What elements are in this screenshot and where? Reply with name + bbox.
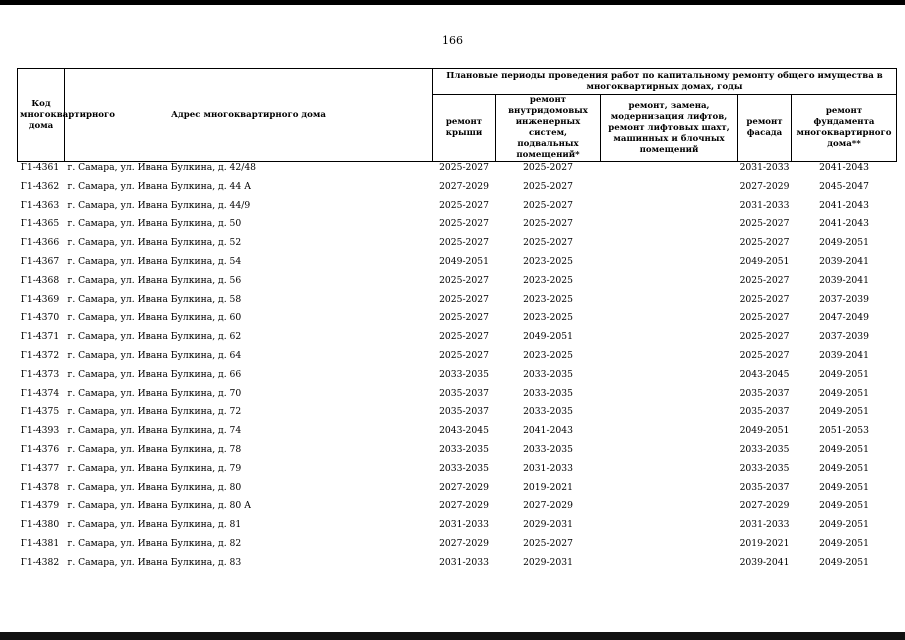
cell-lifts [601, 200, 738, 219]
cell-systems: 2023-2025 [523, 255, 573, 267]
cell-systems: 2033-2035 [523, 443, 573, 455]
header-systems: ремонт внутридомовых инженерных систем, подвальных помещений* [496, 95, 601, 162]
table-row [18, 406, 897, 425]
cell-roof: 2031-2033 [439, 556, 489, 568]
cell-address: г. Самара, ул. Ивана Булкина, д. 60 [67, 312, 242, 324]
table-header [18, 69, 897, 162]
cell-address: г. Самара, ул. Ивана Булкина, д. 81 [67, 519, 242, 531]
table-row [18, 181, 897, 200]
cell-foundation: 2049-2051 [819, 462, 869, 474]
cell-lifts [601, 256, 738, 275]
cell-foundation: 2049-2051 [819, 406, 869, 418]
cell-lifts [601, 218, 738, 237]
cell-lifts [601, 519, 738, 538]
cell-lifts [601, 444, 738, 463]
cell-systems: 2029-2031 [523, 519, 573, 531]
header-code: Код многоквартирного дома [18, 69, 65, 162]
bottom-border-rule [0, 632, 905, 640]
header-periods-group: Плановые периоды проведения работ по капитальному ремонту общего имущества в многоквартирных домах, годы [433, 69, 897, 95]
table-row [18, 331, 897, 350]
header-roof: ремонт крыши [433, 95, 496, 162]
cell-foundation: 2041-2043 [819, 199, 869, 211]
cell-lifts [601, 425, 738, 444]
cell-code: Г1-4363 [20, 199, 60, 211]
cell-code: Г1-4380 [20, 519, 60, 531]
cell-systems: 2025-2027 [523, 162, 573, 173]
cell-address: г. Самара, ул. Ивана Булкина, д. 79 [67, 462, 242, 474]
cell-systems: 2025-2027 [523, 199, 573, 211]
cell-facade: 2019-2021 [739, 537, 790, 549]
cell-facade: 2025-2027 [739, 312, 790, 324]
cell-code: Г1-4379 [20, 500, 60, 512]
cell-lifts [601, 406, 738, 425]
cell-address: г. Самара, ул. Ивана Булкина, д. 66 [67, 368, 242, 380]
cell-systems: 2041-2043 [523, 425, 573, 437]
cell-roof: 2027-2029 [439, 500, 489, 512]
cell-facade: 2035-2037 [739, 387, 790, 399]
cell-roof: 2025-2027 [439, 218, 489, 230]
cell-lifts [601, 369, 738, 388]
cell-facade: 2039-2041 [739, 556, 790, 568]
cell-roof: 2025-2027 [439, 274, 489, 286]
cell-roof: 2027-2029 [439, 537, 489, 549]
cell-systems: 2033-2035 [523, 368, 573, 380]
cell-roof: 2027-2029 [439, 481, 489, 493]
table-row [18, 275, 897, 294]
cell-systems: 2023-2025 [523, 293, 573, 305]
cell-lifts [601, 482, 738, 501]
cell-code: Г1-4372 [20, 349, 60, 361]
table-row [18, 256, 897, 275]
cell-roof: 2025-2027 [439, 312, 489, 324]
cell-address: г. Самара, ул. Ивана Булкина, д. 62 [67, 331, 242, 343]
cell-systems: 2031-2033 [523, 462, 573, 474]
cell-systems: 2027-2029 [523, 500, 573, 512]
cell-systems: 2025-2027 [523, 180, 573, 192]
cell-code: Г1-4382 [20, 556, 60, 568]
cell-address: г. Самара, ул. Ивана Булкина, д. 50 [67, 218, 242, 230]
cell-roof: 2033-2035 [439, 462, 489, 474]
table-row [18, 388, 897, 407]
cell-code: Г1-4373 [20, 368, 60, 380]
cell-facade: 2025-2027 [739, 331, 790, 343]
cell-address: г. Самара, ул. Ивана Булкина, д. 74 [67, 425, 242, 437]
cell-roof: 2035-2037 [439, 387, 489, 399]
cell-foundation: 2039-2041 [819, 255, 869, 267]
table-row [18, 369, 897, 388]
cell-address: г. Самара, ул. Ивана Булкина, д. 64 [67, 349, 242, 361]
table-row [18, 519, 897, 538]
cell-address: г. Самара, ул. Ивана Булкина, д. 82 [67, 537, 242, 549]
cell-facade: 2031-2033 [739, 162, 790, 173]
cell-facade: 2035-2037 [739, 406, 790, 418]
cell-systems: 2023-2025 [523, 274, 573, 286]
table-row [18, 463, 897, 482]
cell-foundation: 2049-2051 [819, 556, 869, 568]
header-lifts: ремонт, замена, модернизация лифтов, ремонт лифтовых шахт, машинных и блочных помещений [601, 95, 738, 162]
table-row [18, 482, 897, 501]
cell-foundation: 2039-2041 [819, 349, 869, 361]
table-row [18, 237, 897, 256]
cell-foundation: 2039-2041 [819, 274, 869, 286]
cell-roof: 2025-2027 [439, 293, 489, 305]
cell-facade: 2043-2045 [739, 368, 790, 380]
cell-code: Г1-4393 [20, 425, 60, 437]
cell-lifts [601, 162, 738, 181]
cell-facade: 2025-2027 [739, 218, 790, 230]
cell-lifts [601, 181, 738, 200]
cell-roof: 2033-2035 [439, 368, 489, 380]
cell-lifts [601, 463, 738, 482]
cell-code: Г1-4381 [20, 537, 60, 549]
cell-lifts [601, 350, 738, 369]
cell-roof: 2025-2027 [439, 199, 489, 211]
cell-code: Г1-4367 [20, 255, 60, 267]
cell-code: Г1-4378 [20, 481, 60, 493]
table-row [18, 425, 897, 444]
cell-roof: 2025-2027 [439, 162, 489, 173]
cell-foundation: 2037-2039 [819, 293, 869, 305]
cell-address: г. Самара, ул. Ивана Булкина, д. 44 А [67, 180, 252, 192]
table-row [18, 557, 897, 576]
table-row [18, 500, 897, 519]
top-border-rule [0, 0, 905, 5]
cell-lifts [601, 275, 738, 294]
table-row [18, 218, 897, 237]
table-row [18, 444, 897, 463]
cell-address: г. Самара, ул. Ивана Булкина, д. 78 [67, 443, 242, 455]
table-body [18, 162, 897, 576]
cell-lifts [601, 538, 738, 557]
table-row [18, 294, 897, 313]
cell-facade: 2049-2051 [739, 255, 790, 267]
table-row [18, 200, 897, 219]
cell-lifts [601, 312, 738, 331]
cell-systems: 2023-2025 [523, 349, 573, 361]
cell-address: г. Самара, ул. Ивана Булкина, д. 80 [67, 481, 242, 493]
cell-roof: 2049-2051 [439, 255, 489, 267]
header-foundation: ремонт фундамента многоквартирного дома** [792, 95, 897, 162]
cell-foundation: 2049-2051 [819, 443, 869, 455]
cell-systems: 2025-2027 [523, 218, 573, 230]
cell-foundation: 2037-2039 [819, 331, 869, 343]
cell-roof: 2031-2033 [439, 519, 489, 531]
cell-address: г. Самара, ул. Ивана Булкина, д. 58 [67, 293, 242, 305]
header-facade: ремонт фасада [738, 95, 792, 162]
cell-lifts [601, 331, 738, 350]
cell-roof: 2025-2027 [439, 237, 489, 249]
cell-roof: 2043-2045 [439, 425, 489, 437]
cell-systems: 2033-2035 [523, 406, 573, 418]
cell-facade: 2049-2051 [739, 425, 790, 437]
cell-systems: 2049-2051 [523, 331, 573, 343]
cell-roof: 2027-2029 [439, 180, 489, 192]
cell-foundation: 2049-2051 [819, 481, 869, 493]
cell-facade: 2033-2035 [739, 462, 790, 474]
cell-address: г. Самара, ул. Ивана Булкина, д. 44/9 [67, 199, 251, 211]
cell-code: Г1-4368 [20, 274, 60, 286]
cell-address: г. Самара, ул. Ивана Булкина, д. 42/48 [67, 162, 257, 173]
cell-code: Г1-4361 [20, 162, 60, 173]
cell-code: Г1-4377 [20, 462, 60, 474]
cell-address: г. Самара, ул. Ивана Булкина, д. 56 [67, 274, 242, 286]
cell-facade: 2035-2037 [739, 481, 790, 493]
cell-foundation: 2051-2053 [819, 425, 869, 437]
cell-foundation: 2049-2051 [819, 537, 869, 549]
cell-facade: 2027-2029 [739, 180, 790, 192]
cell-facade: 2031-2033 [739, 199, 790, 211]
cell-lifts [601, 294, 738, 313]
cell-systems: 2033-2035 [523, 387, 573, 399]
cell-facade: 2025-2027 [739, 293, 790, 305]
cell-systems: 2025-2027 [523, 237, 573, 249]
cell-code: Г1-4370 [20, 312, 60, 324]
cell-code: Г1-4362 [20, 180, 60, 192]
table-row [18, 312, 897, 331]
cell-foundation: 2041-2043 [819, 218, 869, 230]
cell-address: г. Самара, ул. Ивана Булкина, д. 72 [67, 406, 242, 418]
cell-foundation: 2049-2051 [819, 237, 869, 249]
repair-schedule-table [17, 68, 897, 576]
cell-foundation: 2045-2047 [819, 180, 869, 192]
cell-systems: 2023-2025 [523, 312, 573, 324]
page-number: 166 [442, 34, 463, 47]
table-row [18, 162, 897, 181]
header-address: Адрес многоквартирного дома [65, 69, 433, 162]
table-row [18, 538, 897, 557]
cell-code: Г1-4375 [20, 406, 60, 418]
cell-systems: 2025-2027 [523, 537, 573, 549]
cell-roof: 2035-2037 [439, 406, 489, 418]
cell-lifts [601, 500, 738, 519]
cell-address: г. Самара, ул. Ивана Булкина, д. 54 [67, 255, 242, 267]
cell-code: Г1-4366 [20, 237, 60, 249]
cell-code: Г1-4374 [20, 387, 60, 399]
cell-foundation: 2049-2051 [819, 519, 869, 531]
cell-roof: 2025-2027 [439, 331, 489, 343]
cell-foundation: 2047-2049 [819, 312, 869, 324]
cell-foundation: 2049-2051 [819, 500, 869, 512]
cell-facade: 2025-2027 [739, 349, 790, 361]
cell-facade: 2025-2027 [739, 237, 790, 249]
cell-facade: 2031-2033 [739, 519, 790, 531]
cell-foundation: 2041-2043 [819, 162, 869, 173]
cell-facade: 2025-2027 [739, 274, 790, 286]
cell-lifts [601, 237, 738, 256]
cell-code: Г1-4371 [20, 331, 60, 343]
cell-address: г. Самара, ул. Ивана Булкина, д. 52 [67, 237, 242, 249]
cell-address: г. Самара, ул. Ивана Булкина, д. 80 А [67, 500, 252, 512]
cell-roof: 2033-2035 [439, 443, 489, 455]
cell-roof: 2025-2027 [439, 349, 489, 361]
cell-code: Г1-4376 [20, 443, 60, 455]
cell-address: г. Самара, ул. Ивана Булкина, д. 70 [67, 387, 242, 399]
cell-foundation: 2049-2051 [819, 387, 869, 399]
cell-systems: 2019-2021 [523, 481, 573, 493]
table-row [18, 350, 897, 369]
cell-code: Г1-4369 [20, 293, 60, 305]
cell-lifts [601, 557, 738, 576]
cell-code: Г1-4365 [20, 218, 60, 230]
cell-facade: 2027-2029 [739, 500, 790, 512]
cell-systems: 2029-2031 [523, 556, 573, 568]
cell-address: г. Самара, ул. Ивана Булкина, д. 83 [67, 556, 242, 568]
cell-facade: 2033-2035 [739, 443, 790, 455]
cell-foundation: 2049-2051 [819, 368, 869, 380]
cell-lifts [601, 388, 738, 407]
